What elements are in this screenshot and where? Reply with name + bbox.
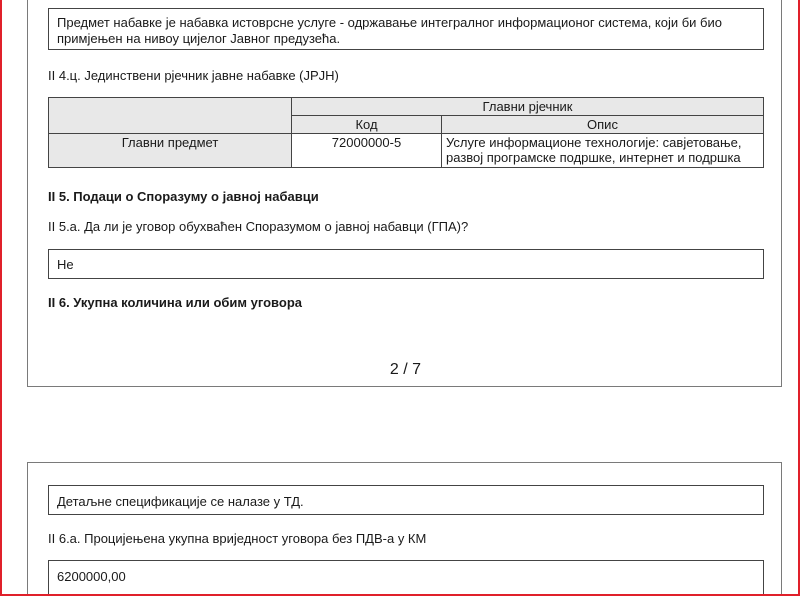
section-6-title: II 6. Укупна количина или обим уговора <box>48 295 302 310</box>
subject-description-text: Предмет набавке је набавка истоврсне услуге - одржавање интегралног информационог система, који би био примјењен на нивоу цијелог Јавног предузећа. <box>57 15 722 46</box>
answer-5a-text: Не <box>57 257 74 272</box>
specs-box <box>48 485 764 515</box>
cpv-description-cell: Услуге информационе технологије: савјетовање, развој програмске подршке, интернет и подршка <box>442 134 764 168</box>
value-6a-box <box>48 560 764 596</box>
cpv-code-cell: 72000000-5 <box>292 134 442 168</box>
jpjh-heading: II 4.ц. Јединствени рјечник јавне набавке (ЈРЈН) <box>48 68 339 83</box>
section-5-title: II 5. Подаци о Споразуму о јавној набавци <box>48 189 319 204</box>
code-header: Код <box>292 116 442 134</box>
document-page-3 <box>27 462 782 596</box>
description-header: Опис <box>442 116 764 134</box>
question-5a: II 5.а. Да ли је уговор обухваћен Споразумом о јавној набавци (ГПА)? <box>48 219 469 234</box>
value-6a-text: 6200000,00 <box>57 569 126 584</box>
page-number: 2 / 7 <box>389 361 422 378</box>
cpv-table <box>48 97 764 168</box>
specs-text: Детаљне спецификације се налазе у ТД. <box>57 494 304 509</box>
question-6a: II 6.а. Процијењена укупна вриједност уговора без ПДВ-а у КМ <box>48 531 427 546</box>
subject-description-box <box>48 8 764 50</box>
answer-5a-box <box>48 249 764 279</box>
document-page-2 <box>27 0 782 387</box>
main-dictionary-header: Главни рјечник <box>292 98 764 116</box>
cpv-table-empty-header <box>49 98 292 134</box>
main-subject-label: Главни предмет <box>49 134 292 168</box>
